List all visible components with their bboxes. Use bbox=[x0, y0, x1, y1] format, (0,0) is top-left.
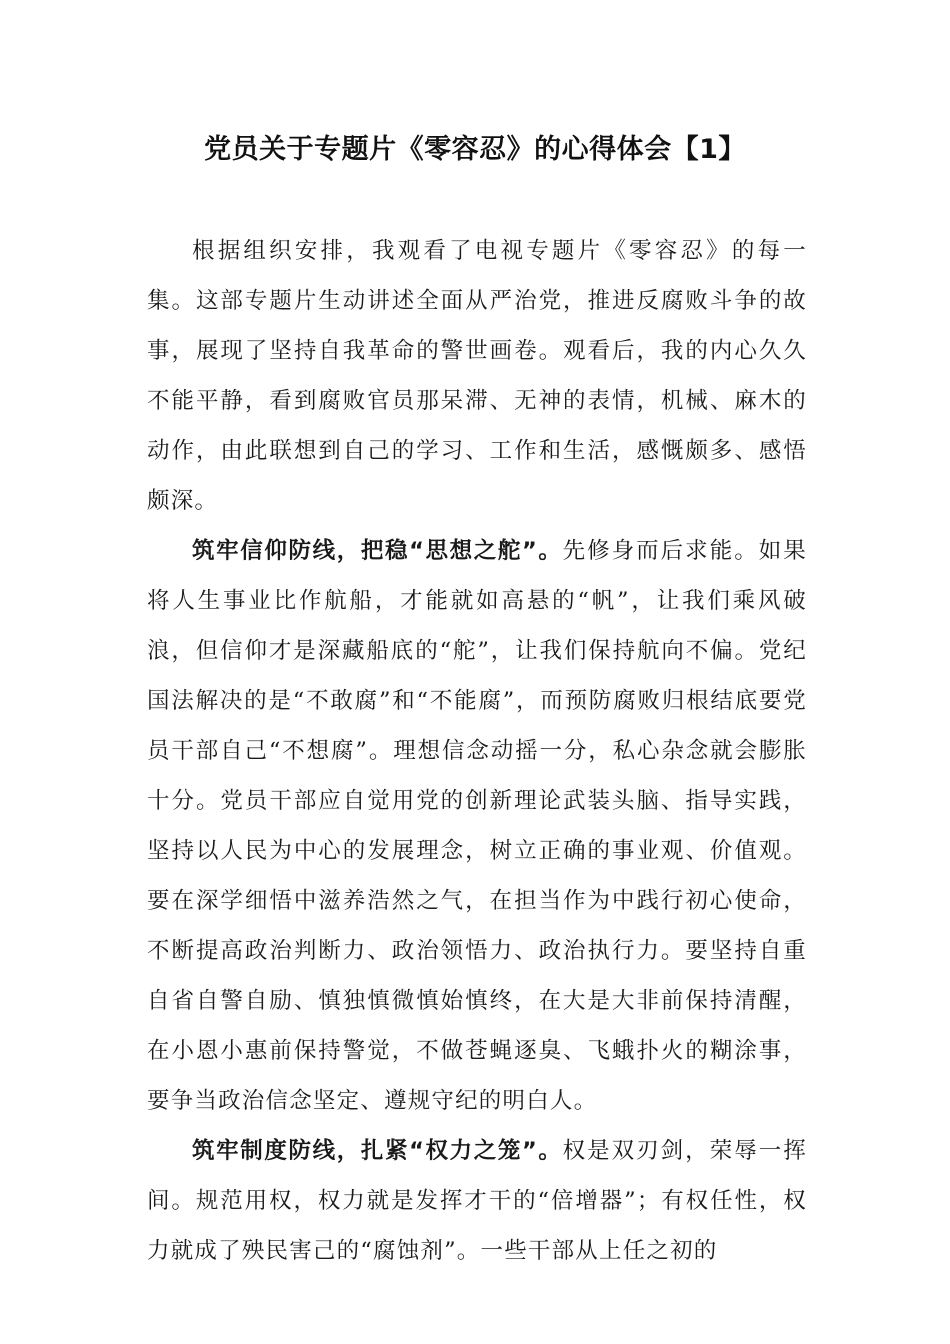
document-body bbox=[147, 226, 807, 1276]
paragraph-system-defense bbox=[147, 1126, 807, 1276]
paragraph-intro bbox=[147, 226, 807, 526]
paragraph-lead: 筑牢信仰防线，把稳“思想之舵”。 bbox=[192, 538, 563, 564]
paragraph-text: 根据组织安排，我观看了电视专题片《零容忍》的每一集。这部专题片生动讲述全面从严治党，推进反腐败斗争的故事，展现了坚持自我革命的警世画卷。观看后，我的内心久久不能平静，看到腐败官员那呆滞、无神的表情，机械、麻木的动作，由此联想到自己的学习、工作和生活，感慨颇多、感悟颇深。 bbox=[147, 238, 807, 514]
paragraph-text: 权是双刃剑，荣辱一挥间。规范用权，权力就是发挥才干的“倍增器”；有权任性，权力就成了殃民害己的“腐蚀剂”。一些干部从上任之初的 bbox=[147, 1138, 807, 1264]
document-title: 党员关于专题片《零容忍》的心得体会【1】 bbox=[204, 134, 746, 165]
paragraph-lead: 筑牢制度防线，扎紧“权力之笼”。 bbox=[192, 1138, 563, 1164]
paragraph-text: 先修身而后求能。如果将人生事业比作航船，才能就如高悬的“帆”，让我们乘风破浪，但信仰才是深藏船底的“舵”，让我们保持航向不偏。党纪国法解决的是“不敢腐”和“不能腐”，而预防腐败归根结底要党员干部自己“不想腐”。理想信念动摇一分，私心杂念就会膨胀十分。党员干部应自觉用党的创新理论武装头脑、指导实践，坚持以人民为中心的发展理念，树立正确的事业观、价值观。要在深学细悟中滋养浩然之气，在担当作为中践行初心使命，不断提高政治判断力、政治领悟力、政治执行力。要坚持自重自省自警自励、慎独慎微慎始慎终，在大是大非前保持清醒，在小恩小惠前保持警觉，不做苍蝇逐臭、飞蛾扑火的糊涂事，要争当政治信念坚定、遵规守纪的明白人。 bbox=[147, 538, 807, 1114]
paragraph-belief-defense bbox=[147, 526, 807, 1126]
